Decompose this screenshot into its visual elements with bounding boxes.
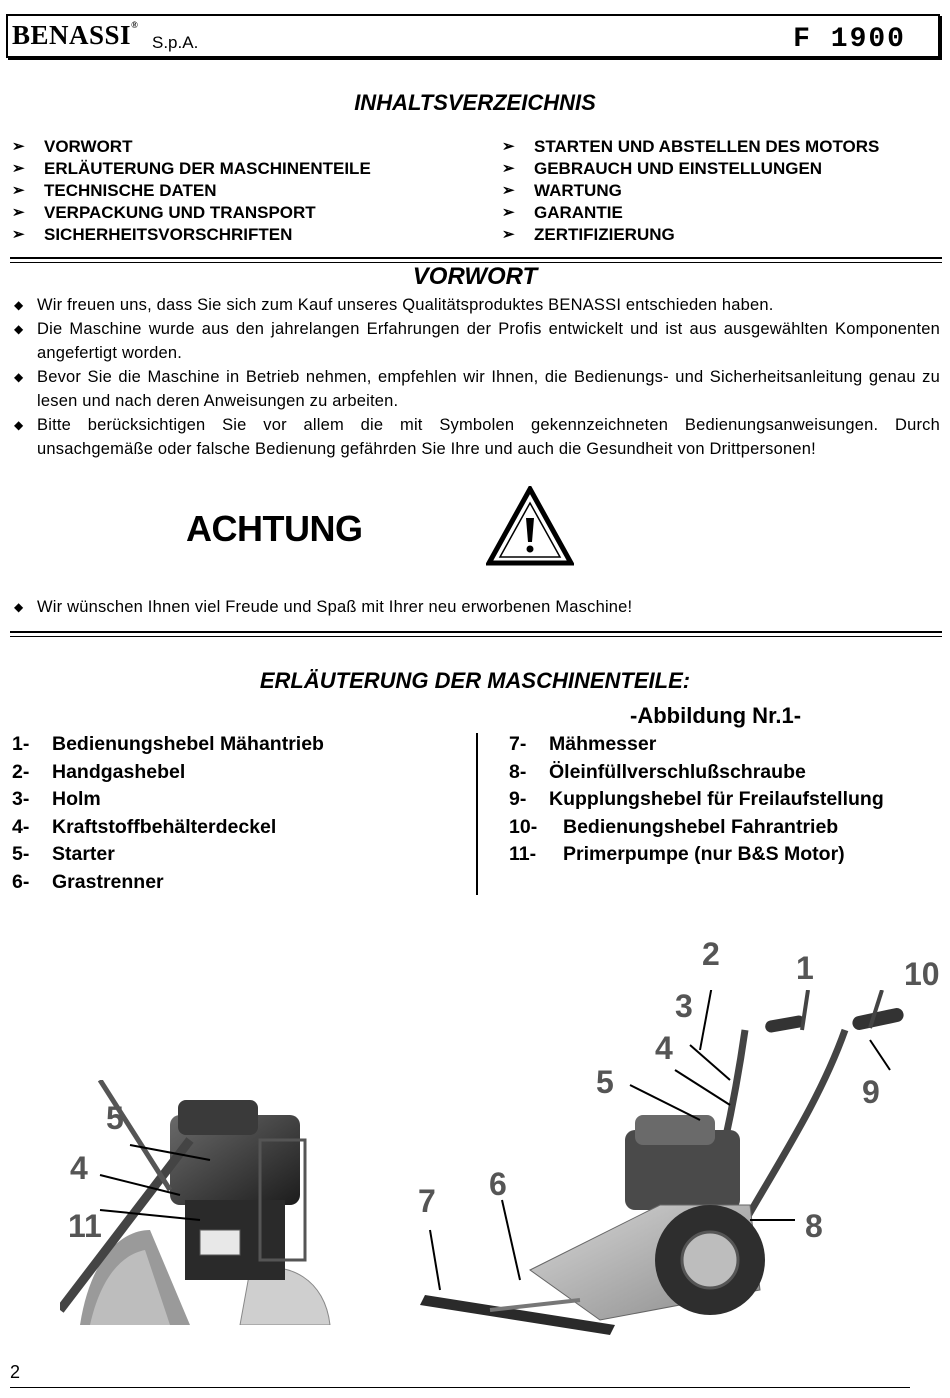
section-divider (10, 631, 942, 637)
toc-item: ➢ ERLÄUTERUNG DER MASCHINENTEILE (12, 159, 371, 178)
column-divider (476, 733, 478, 895)
list-item: 7- Mähmesser (509, 733, 657, 755)
closing-bullet (14, 595, 940, 619)
figure-label: 5 (106, 1100, 124, 1136)
footer-rule (10, 1387, 910, 1388)
list-item: 3- Holm (12, 788, 101, 810)
arrow-bullet-icon: ➢ (502, 226, 515, 243)
toc-item: ➢ WARTUNG (502, 181, 622, 200)
parts-right-list (509, 731, 884, 869)
list-item: 5- Starter (12, 843, 115, 865)
toc-item: ➢ ZERTIFIZIERUNG (502, 225, 675, 244)
toc-item: ➢ GARANTIE (502, 203, 623, 222)
toc-item: ➢ VERPACKUNG UND TRANSPORT (12, 203, 316, 222)
list-item: 9- Kupplungshebel für Freilaufstellung (509, 788, 884, 810)
arrow-bullet-icon: ➢ (502, 160, 515, 177)
diamond-bullet-icon: ◆ (14, 418, 24, 432)
diamond-bullet-icon: ◆ (14, 298, 24, 312)
company-suffix: S.p.A. (152, 33, 199, 52)
figure-label: 4 (70, 1150, 88, 1186)
parts-title: ERLÄUTERUNG DER MASCHINENTEILE: (259, 668, 691, 693)
vorwort-bullets (14, 293, 940, 461)
engine-detail-photo (60, 1080, 340, 1325)
parts-left-list (12, 731, 324, 896)
toc-title: INHALTSVERZEICHNIS (354, 90, 596, 115)
figure-label: 9 (862, 1074, 880, 1110)
list-item: 8- Öleinfüllverschlußschraube (509, 760, 806, 783)
toc-right-list (502, 136, 879, 246)
page-number: 2 (10, 1362, 21, 1382)
list-item: 11- Primerpumpe (nur B&S Motor) (509, 843, 845, 865)
figure-reference: -Abbildung Nr.1- (630, 703, 802, 728)
arrow-bullet-icon: ➢ (12, 204, 25, 221)
diamond-bullet-icon: ◆ (14, 322, 24, 336)
arrow-bullet-icon: ➢ (12, 182, 25, 199)
figure-label: 7 (418, 1183, 436, 1219)
benassi-logo: BENASSI® (12, 20, 139, 50)
list-item: 6- Grastrenner (12, 870, 164, 893)
arrow-bullet-icon: ➢ (12, 226, 25, 243)
list-item: 4- Kraftstoffbehälterdeckel (12, 815, 277, 838)
list-item: ◆ Die Maschine wurde aus den jahrelangen Erfahrungen der Profis entwickelt und ist aus ausgewählten Komponenten angefertigt worden. (14, 317, 940, 365)
toc-item: ➢ VORWORT (12, 137, 133, 156)
diamond-bullet-icon: ◆ (14, 600, 24, 614)
toc-item: ➢ GEBRAUCH UND EINSTELLUNGEN (502, 159, 823, 178)
list-item: ◆ Wir freuen uns, dass Sie sich zum Kauf unseres Qualitätsproduktes BENASSI entschieden haben. (14, 293, 940, 317)
diamond-bullet-icon: ◆ (14, 370, 24, 384)
toc-left-list (12, 136, 371, 246)
figure-label: 3 (675, 988, 693, 1024)
figure-label: 2 (702, 936, 720, 972)
toc-item: ➢ TECHNISCHE DATEN (12, 181, 217, 200)
list-item: 1- Bedienungshebel Mähantrieb (12, 733, 324, 755)
figure-label: 10 (904, 956, 940, 992)
toc-item: ➢ SICHERHEITSVORSCHRIFTEN (12, 225, 293, 244)
arrow-bullet-icon: ➢ (12, 160, 25, 177)
warning-heading: ACHTUNG (186, 508, 363, 549)
figure-label: 6 (489, 1166, 507, 1202)
figure-label: 5 (596, 1064, 614, 1100)
list-item: ◆ Bevor Sie die Maschine in Betrieb nehmen, empfehlen wir Ihnen, die Bedienungs- und Sicherheitsanleitung genau zu lesen und nach deren Anweisungen zu arbeiten. (14, 365, 940, 413)
arrow-bullet-icon: ➢ (502, 182, 515, 199)
figure-label: 11 (68, 1208, 102, 1244)
figure-label: 4 (655, 1030, 673, 1066)
warning-triangle-icon (486, 486, 574, 566)
list-item: ◆ Bitte berücksichtigen Sie vor allem die mit Symbolen gekennzeichneten Bedienungsanweisungen. Durch unsachgemäße oder falsche Bedienung gefährden Sie Ihre und auch die Gesundheit von Drittpersonen! (14, 413, 940, 461)
model-number: F 1900 (793, 24, 906, 55)
figure-label: 1 (796, 950, 814, 986)
figure-label: 8 (805, 1208, 823, 1244)
toc-item: ➢ STARTEN UND ABSTELLEN DES MOTORS (502, 137, 880, 156)
arrow-bullet-icon: ➢ (502, 204, 515, 221)
list-item: ◆ Wir wünschen Ihnen viel Freude und Spaß mit Ihrer neu erworbenen Maschine! (14, 595, 940, 619)
arrow-bullet-icon: ➢ (502, 138, 515, 155)
list-item: 10- Bedienungshebel Fahrantrieb (509, 815, 839, 838)
arrow-bullet-icon: ➢ (12, 138, 25, 155)
list-item: 2- Handgashebel (12, 760, 186, 783)
vorwort-title: VORWORT (412, 263, 538, 290)
